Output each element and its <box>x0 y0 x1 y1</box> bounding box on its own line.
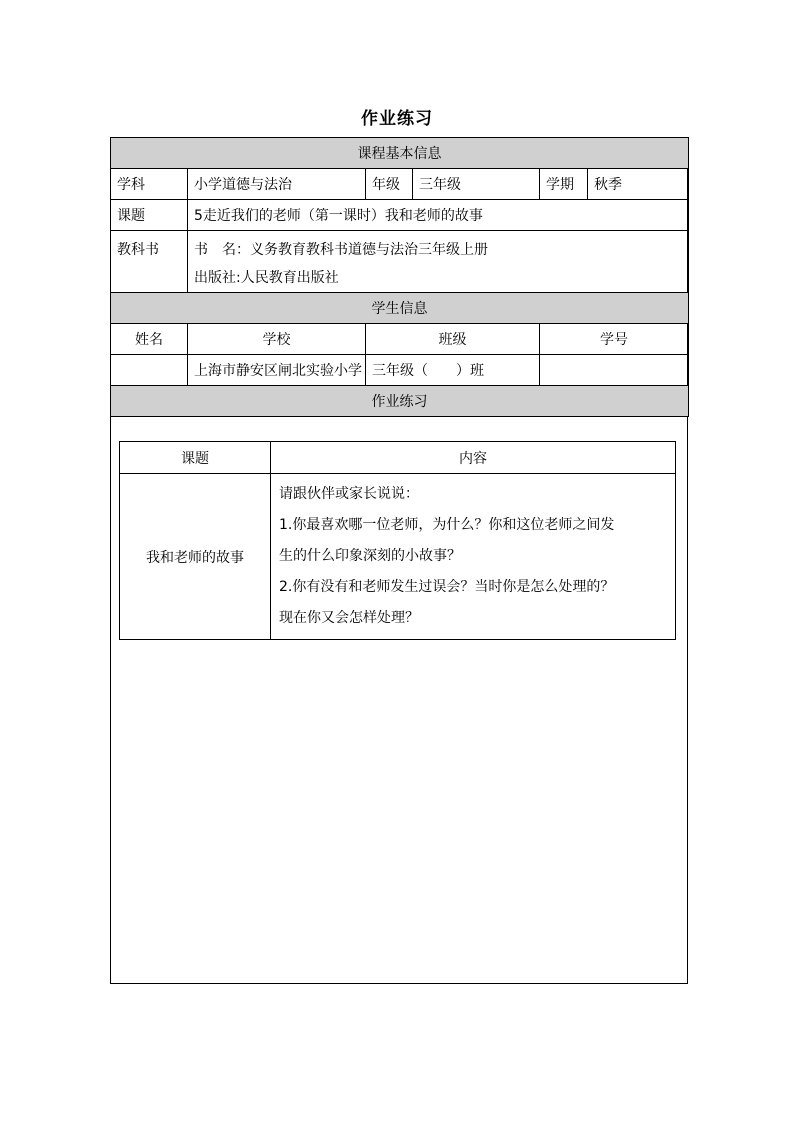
content-line: 2.你有没有和老师发生过误会？当时你是怎么处理的？ <box>279 579 615 595</box>
textbook-publisher: 出版社:人民教育出版社 <box>194 270 339 286</box>
student-class-label: 班级 <box>366 324 540 355</box>
homework-topic-header: 课题 <box>120 442 271 474</box>
course-info-table <box>110 137 689 417</box>
subject-label: 学科 <box>111 169 188 200</box>
student-info-header: 学生信息 <box>111 293 689 324</box>
student-class-value[interactable]: 三年级（ ）班 <box>366 355 540 386</box>
student-name-label: 姓名 <box>111 324 188 355</box>
textbook-value <box>188 231 689 293</box>
subject-value: 小学道德与法治 <box>188 169 366 200</box>
homework-topic: 我和老师的故事 <box>120 474 271 640</box>
student-name-value[interactable] <box>111 355 188 386</box>
textbook-name: 书 名：义务教育教科书道德与法治三年级上册 <box>194 242 488 258</box>
content-line: 请跟伙伴或家长说说： <box>279 486 419 502</box>
textbook-label: 教科书 <box>111 231 188 293</box>
lesson-label: 课题 <box>111 200 188 231</box>
homework-content <box>271 474 676 640</box>
term-value: 秋季 <box>588 169 689 200</box>
homework-content-header: 内容 <box>271 442 676 474</box>
student-school-value: 上海市静安区闸北实验小学 <box>188 355 366 386</box>
lesson-value: 5走近我们的老师（第一课时）我和老师的故事 <box>188 200 689 231</box>
course-info-header: 课程基本信息 <box>111 138 689 169</box>
page-title: 作业练习 <box>361 109 433 129</box>
student-school-label: 学校 <box>188 324 366 355</box>
homework-table <box>119 441 676 640</box>
content-line: 1.你最喜欢哪一位老师，为什么？你和这位老师之间发 <box>279 517 615 533</box>
homework-header: 作业练习 <box>111 386 689 417</box>
student-id-value[interactable] <box>540 355 689 386</box>
grade-value: 三年级 <box>413 169 540 200</box>
grade-label: 年级 <box>366 169 413 200</box>
content-line: 现在你又会怎样处理？ <box>279 610 419 626</box>
content-line: 生的什么印象深刻的小故事？ <box>279 548 461 564</box>
student-id-label: 学号 <box>540 324 689 355</box>
term-label: 学期 <box>540 169 588 200</box>
